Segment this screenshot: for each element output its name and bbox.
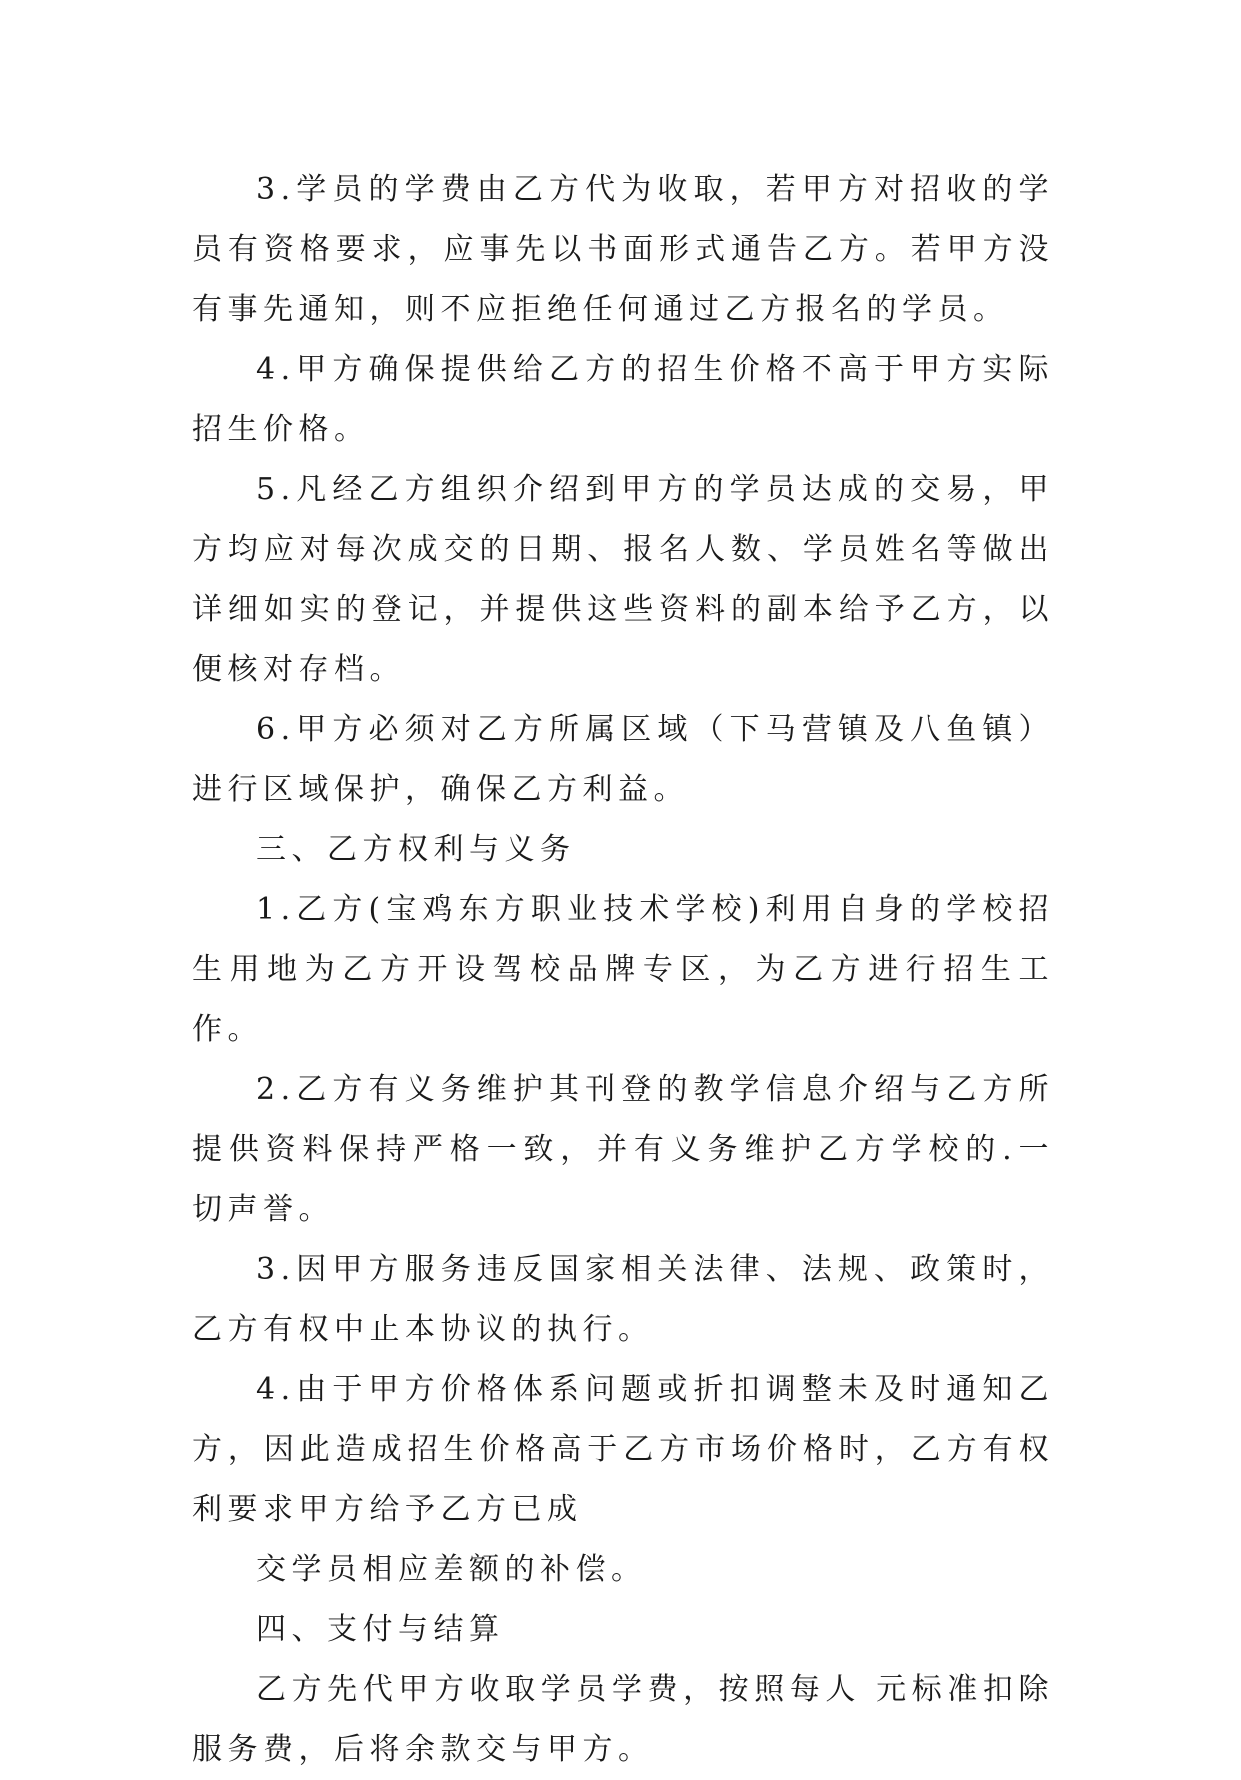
paragraph-price-guarantee: 4.甲方确保提供给乙方的招生价格不高于甲方实际招生价格。 [192, 352, 1054, 447]
paragraph-brand-zone: 1.乙方(宝鸡东方职业技术学校)利用自身的学校招生用地为乙方开设驾校品牌专区，为乙方进行招生工作。 [192, 892, 1054, 1047]
paragraph-region-protection: 6.甲方必须对乙方所属区域（下马营镇及八鱼镇）进行区域保护，确保乙方利益。 [192, 712, 1054, 807]
paragraph-price-compensation: 4.由于甲方价格体系问题或折扣调整未及时通知乙方，因此造成招生价格高于乙方市场价格时，乙方有权利要求甲方给予乙方已成 [192, 1372, 1054, 1527]
paragraph-tuition-collection: 3.学员的学费由乙方代为收取，若甲方对招收的学员有资格要求，应事先以书面形式通告乙方。若甲方没有事先通知，则不应拒绝任何通过乙方报名的学员。 [192, 172, 1054, 327]
paragraph-transaction-records: 5.凡经乙方组织介绍到甲方的学员达成的交易，甲方均应对每次成交的日期、报名人数、学员姓名等做出详细如实的登记，并提供这些资料的副本给予乙方，以便核对存档。 [192, 472, 1054, 687]
section-heading-party-b-rights: 三、乙方权利与义务 [256, 832, 576, 867]
paragraph-compensation-continued: 交学员相应差额的补偿。 [256, 1552, 647, 1587]
section-heading-payment: 四、支付与结算 [256, 1612, 505, 1647]
document-body [192, 160, 1054, 1780]
paragraph-information-consistency: 2.乙方有义务维护其刊登的教学信息介绍与乙方所提供资料保持严格一致，并有义务维护乙方学校的.一切声誉。 [192, 1072, 1054, 1227]
paragraph-termination-right: 3.因甲方服务违反国家相关法律、法规、政策时，乙方有权中止本协议的执行。 [192, 1252, 1054, 1347]
paragraph-payment-terms: 乙方先代甲方收取学员学费，按照每人 元标准扣除服务费，后将余款交与甲方。 [192, 1672, 1054, 1767]
